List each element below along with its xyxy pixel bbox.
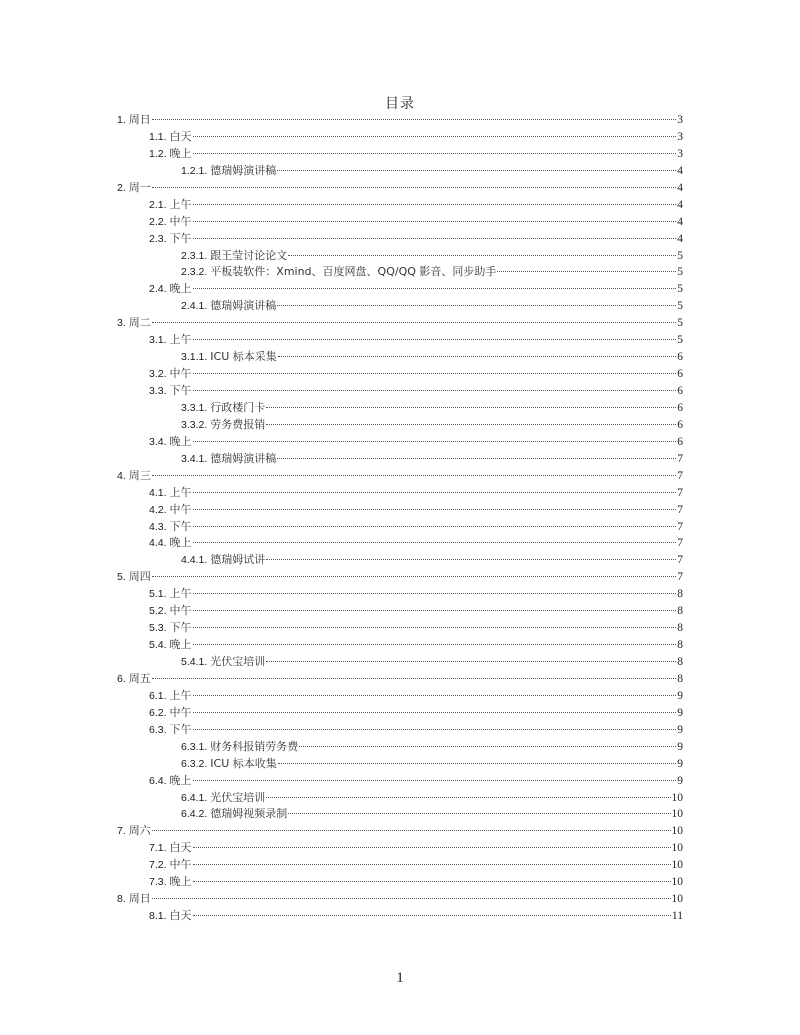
toc-entry-page-number: 5 [677,334,683,347]
toc-entry-5-1[interactable] [117,586,683,603]
dot-leader [193,780,677,781]
dot-leader [193,339,677,340]
toc-entry-page-number: 8 [677,605,683,618]
toc-entry-page-number: 6 [677,351,683,364]
dot-leader [288,255,676,256]
toc-entry-title: 周四 [128,570,151,584]
toc-entry-page-number: 10 [671,825,683,838]
toc-entry-page-number: 4 [677,164,683,177]
toc-entry-title: 周五 [128,671,151,685]
dot-leader [152,678,676,679]
toc-entry-number: 2.1. [149,198,167,211]
toc-entry-title: 劳务费报销 [210,417,266,431]
toc-entry-number: 2.4. [149,283,167,296]
toc-entry-title: 晚上 [169,434,192,448]
dot-leader [497,271,676,272]
toc-entry-title: 上午 [169,587,192,601]
toc-entry-title: 中午 [169,858,192,872]
toc-entry-3-3[interactable] [117,383,683,400]
toc-entry-number: 5. [117,571,126,584]
dot-leader [193,729,677,730]
toc-entry-1-2-1[interactable] [117,163,683,180]
toc-entry-number: 3.4.1. [181,452,208,465]
dot-leader [152,576,676,577]
dot-leader [193,644,677,645]
toc-entry-title: 下午 [169,384,192,397]
toc-entry-number: 1. [117,114,126,126]
toc-entry-4-3[interactable] [117,519,683,536]
toc-entry-number: 6. [117,672,126,685]
dot-leader [193,864,671,865]
toc-entry-title: 晚上 [169,773,192,787]
dot-leader [266,559,676,560]
toc-entry-page-number: 5 [677,317,683,330]
toc-entry-number: 6.3. [149,723,167,736]
toc-entry-page-number: 10 [671,842,683,855]
toc-entry-page-number: 3 [677,114,683,126]
toc-entry-page-number: 6 [677,401,683,414]
toc-entry-page-number: 7 [677,554,683,567]
toc-entry-page-number: 3 [677,130,683,143]
toc-entry-page-number: 7 [677,469,683,482]
toc-entry-5-4-1[interactable] [117,654,683,671]
toc-entry-6-3-1[interactable] [117,739,683,756]
toc-entry-number: 1.1. [149,130,167,143]
dot-leader [193,610,677,611]
toc-entry-title: 德瑞姆演讲稿 [210,299,277,313]
dot-leader [193,881,671,882]
toc-entry-title: 晚上 [169,282,192,296]
toc-entry-page-number: 9 [677,757,683,770]
toc-entry-number: 4.4.1. [181,554,208,567]
toc-entry-3-4[interactable] [117,434,683,451]
dot-leader [193,136,677,137]
toc-entry-title: 财务科报销劳务费 [210,739,299,753]
toc-entry-number: 1.2. [149,147,167,160]
toc-entry-2-3[interactable] [117,231,683,248]
toc-entry-1-1[interactable] [117,129,683,146]
dot-leader [193,915,671,916]
toc-entry-2-2[interactable] [117,214,683,231]
toc-entry-2-1[interactable] [117,197,683,214]
toc-entry-title: 周六 [128,824,151,838]
toc-entry-7-2[interactable] [117,857,683,874]
toc-entry-number: 6.3.1. [181,740,208,753]
toc-entry-page-number: 6 [677,418,683,431]
toc-entry-number: 3.3.2. [181,418,208,431]
toc-entry-2-4-1[interactable] [117,298,683,315]
toc-entry-1[interactable] [117,112,683,129]
toc-entry-title: ICU 标本收集 [210,756,277,770]
toc-entry-page-number: 5 [677,283,683,296]
toc-entry-4[interactable] [117,468,683,485]
toc-entry-title: 平板装软件：Xmind、百度网盘、QQ/QQ 影音、同步助手 [210,265,497,279]
toc-entry-title: 周日 [128,892,151,906]
dot-leader [152,187,676,188]
toc-entry-page-number: 4 [677,198,683,211]
dot-leader [193,509,677,510]
toc-entry-page-number: 9 [677,689,683,702]
toc-entry-number: 8.1. [149,910,167,923]
toc-entry-page-number: 11 [671,910,683,923]
toc-entry-number: 7. [117,825,126,838]
toc-entry-number: 7.1. [149,842,167,855]
toc-entry-title: 上午 [169,333,192,347]
toc-entry-4-1[interactable] [117,485,683,502]
toc-entry-title: 跟王莹讨论论文 [210,248,288,262]
dot-leader [152,830,671,831]
toc-entry-3-3-2[interactable] [117,417,683,434]
toc-entry-page-number: 8 [677,672,683,685]
toc-entry-page-number: 6 [677,435,683,448]
toc-entry-title: 下午 [169,231,192,245]
dot-leader [193,593,677,594]
dot-leader [278,356,676,357]
toc-entry-title: 德瑞姆演讲稿 [210,163,277,177]
toc-entry-4-4[interactable] [117,535,683,552]
toc-entry-7-3[interactable] [117,874,683,891]
toc-entry-page-number: 10 [671,808,683,821]
toc-entry-1-2[interactable] [117,146,683,163]
dot-leader [193,221,677,222]
toc-entry-5-2[interactable] [117,603,683,620]
toc-entry-title: 中午 [169,604,192,618]
dot-leader [266,424,676,425]
dot-leader [193,390,677,391]
dot-leader [193,695,677,696]
dot-leader [278,763,676,764]
toc-entry-page-number: 10 [671,859,683,872]
toc-entry-6-3[interactable] [117,722,683,739]
dot-leader [277,305,676,306]
toc-entry-number: 7.3. [149,876,167,889]
toc-entry-page-number: 5 [677,266,683,279]
dot-leader [193,373,677,374]
toc-entry-5-4[interactable] [117,637,683,654]
toc-entry-3-4-1[interactable] [117,451,683,468]
toc-entry-title: 中午 [169,214,192,228]
toc-entry-3[interactable] [117,315,683,332]
toc-entry-number: 2.3. [149,232,167,245]
toc-entry-page-number: 8 [677,639,683,652]
toc-entry-page-number: 3 [677,147,683,160]
toc-entry-7-1[interactable] [117,840,683,857]
toc-entry-title: 周日 [128,113,151,126]
toc-entry-page-number: 4 [677,181,683,194]
toc-entry-number: 3.3. [149,385,167,397]
toc-entry-page-number: 5 [677,249,683,262]
toc-entry-page-number: 9 [677,706,683,719]
toc-entry-number: 2.2. [149,215,167,228]
toc-title: 目录 [385,96,415,112]
dot-leader [277,458,676,459]
toc-entry-page-number: 6 [677,368,683,381]
dot-leader [193,441,677,442]
toc-entry-title: 下午 [169,621,192,635]
toc-entry-2-4[interactable] [117,281,683,298]
dot-leader [266,797,670,798]
toc-entry-number: 6.3.2. [181,757,208,770]
page-number-footer: 1 [396,970,404,986]
toc-entry-title: 晚上 [169,638,192,652]
toc-entry-page-number: 4 [677,232,683,245]
toc-entry-6[interactable] [117,671,683,688]
toc-entry-7[interactable] [117,823,683,840]
toc-entry-page-number: 7 [677,571,683,584]
toc-entry-number: 6.1. [149,689,167,702]
toc-entry-page-number: 10 [671,876,683,889]
toc-entry-title: 中午 [169,705,192,719]
toc-entry-4-4-1[interactable] [117,552,683,569]
dot-leader [152,322,676,323]
toc-entry-title: 周二 [128,316,151,330]
dot-leader [152,475,676,476]
toc-entry-title: 晚上 [169,146,192,160]
dot-leader [193,204,677,205]
dot-leader [152,898,671,899]
toc-entry-3-3-1[interactable] [117,400,683,417]
toc-entry-title: 德瑞姆演讲稿 [210,451,277,465]
toc-entry-number: 5.4.1. [181,656,208,668]
dot-leader [288,813,670,814]
toc-entry-6-2[interactable] [117,705,683,722]
toc-entry-6-4-2[interactable] [117,806,683,823]
toc-entry-number: 4.2. [149,503,167,516]
toc-entry-title: 光伏宝培训 [210,790,266,804]
toc-entry-5[interactable] [117,569,683,586]
toc-entry-3-1-1[interactable] [117,349,683,366]
toc-entry-title: 晚上 [169,536,192,550]
toc-entry-page-number: 4 [677,215,683,228]
dot-leader [193,492,677,493]
dot-leader [193,847,671,848]
toc-entry-title: 中午 [169,502,192,516]
toc-entry-number: 6.2. [149,706,167,719]
toc-entry-number: 4.3. [149,520,167,533]
toc-entry-number: 5.2. [149,605,167,618]
toc-entry-number: 5.4. [149,639,167,652]
toc-entry-number: 4.1. [149,486,167,499]
toc-entry-title: 周三 [128,468,151,482]
toc-entry-title: 上午 [169,197,192,211]
table-of-contents [117,112,683,925]
toc-entry-number: 8. [117,893,126,906]
toc-entry-number: 3.2. [149,368,167,381]
dot-leader [193,153,677,154]
toc-entry-title: 下午 [169,519,192,533]
toc-entry-6-4[interactable] [117,773,683,790]
toc-entry-page-number: 6 [677,385,683,397]
toc-entry-title: 德瑞姆试讲 [210,553,266,567]
toc-entry-page-number: 10 [671,791,683,804]
dot-leader [266,407,676,408]
toc-entry-6-3-2[interactable] [117,756,683,773]
toc-entry-page-number: 5 [677,300,683,313]
toc-entry-2-3-2[interactable] [117,264,683,281]
dot-leader [193,288,677,289]
dot-leader [193,542,677,543]
toc-entry-6-4-1[interactable] [117,790,683,807]
toc-entry-number: 3.3.1. [181,401,208,414]
toc-entry-page-number: 9 [677,774,683,787]
toc-entry-page-number: 8 [677,588,683,601]
toc-entry-title: 中午 [169,367,192,381]
toc-entry-3-2[interactable] [117,366,683,383]
toc-entry-number: 2.4.1. [181,300,208,313]
toc-entry-page-number: 7 [677,520,683,533]
toc-entry-title: 光伏宝培训 [210,655,266,668]
dot-leader [193,712,677,713]
toc-entry-8-1[interactable] [117,908,683,925]
toc-entry-page-number: 10 [671,893,683,906]
toc-entry-number: 3. [117,317,126,330]
toc-entry-title: 上午 [169,688,192,702]
toc-entry-number: 3.1.1. [181,351,208,364]
toc-entry-number: 6.4.1. [181,791,208,804]
dot-leader [277,170,676,171]
toc-entry-number: 4.4. [149,537,167,550]
toc-entry-page-number: 9 [677,723,683,736]
dot-leader [193,238,677,239]
toc-entry-page-number: 8 [677,656,683,668]
toc-entry-number: 4. [117,469,126,482]
toc-entry-number: 1.2.1. [181,164,208,177]
toc-entry-title: 上午 [169,485,192,499]
toc-entry-title: 周一 [128,180,151,194]
toc-entry-6-1[interactable] [117,688,683,705]
toc-entry-number: 2.3.1. [181,249,208,262]
toc-entry-page-number: 7 [677,452,683,465]
toc-entry-2[interactable] [117,180,683,197]
toc-entry-title: ICU 标本采集 [210,350,277,364]
toc-entry-5-3[interactable] [117,620,683,637]
toc-entry-8[interactable] [117,891,683,908]
dot-leader [299,746,676,747]
toc-entry-title: 下午 [169,722,192,736]
toc-entry-number: 6.4. [149,774,167,787]
toc-entry-page-number: 9 [677,740,683,753]
toc-entry-number: 2.3.2. [181,266,208,279]
dot-leader [266,661,676,662]
dot-leader [193,627,677,628]
toc-entry-3-1[interactable] [117,332,683,349]
toc-entry-title: 白天 [169,841,192,855]
toc-entry-title: 德瑞姆视频录制 [210,807,288,821]
toc-entry-page-number: 8 [677,622,683,635]
dot-leader [152,119,676,120]
toc-entry-number: 5.3. [149,622,167,635]
toc-entry-page-number: 7 [677,503,683,516]
toc-entry-number: 3.4. [149,435,167,448]
toc-entry-number: 5.1. [149,588,167,601]
toc-entry-title: 白天 [169,909,192,923]
toc-entry-number: 7.2. [149,859,167,872]
toc-entry-4-2[interactable] [117,502,683,519]
toc-entry-title: 晚上 [169,875,192,889]
toc-entry-number: 3.1. [149,334,167,347]
toc-entry-number: 2. [117,181,126,194]
toc-entry-number: 6.4.2. [181,808,208,821]
toc-entry-title: 白天 [169,129,192,143]
dot-leader [193,526,677,527]
toc-entry-2-3-1[interactable] [117,248,683,265]
toc-entry-page-number: 7 [677,537,683,550]
toc-entry-page-number: 7 [677,486,683,499]
toc-entry-title: 行政楼门卡 [210,400,266,414]
